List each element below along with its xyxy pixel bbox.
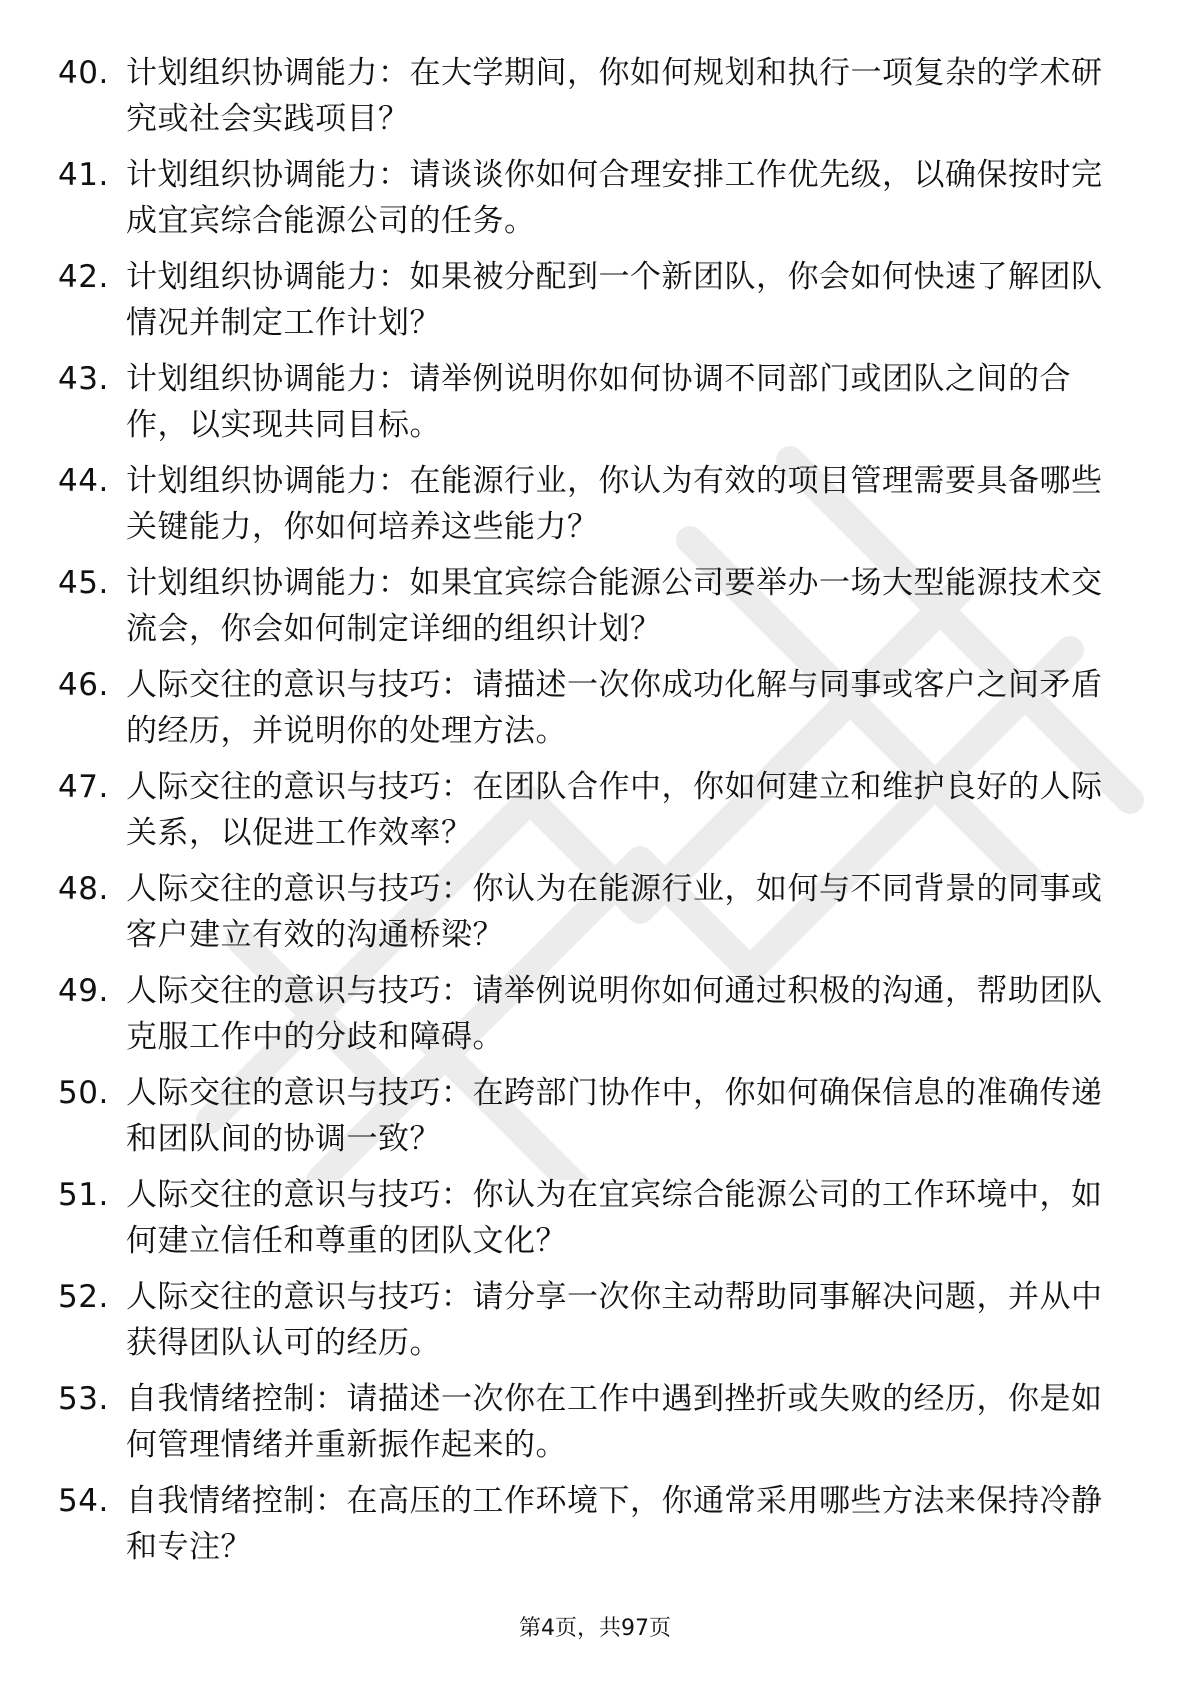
question-text: 计划组织协调能力：请谈谈你如何合理安排工作优先级，以确保按时完成宜宾综合能源公司的任务。 [126,157,1103,239]
question-number: 44. [58,463,109,499]
list-item [58,152,1130,244]
list-item [58,1376,1130,1468]
question-text: 人际交往的意识与技巧：在团队合作中，你如何建立和维护良好的人际关系，以促进工作效率？ [126,769,1103,851]
question-number: 52. [58,1279,109,1315]
question-text: 人际交往的意识与技巧：请分享一次你主动帮助同事解决问题，并从中获得团队认可的经历。 [126,1279,1103,1361]
list-item [58,968,1130,1060]
question-text: 计划组织协调能力：如果被分配到一个新团队，你会如何快速了解团队情况并制定工作计划？ [126,259,1103,341]
question-text: 自我情绪控制：请描述一次你在工作中遇到挫折或失败的经历，你是如何管理情绪并重新振作起来的。 [126,1381,1103,1463]
question-number: 53. [58,1381,109,1417]
question-number: 43. [58,361,109,397]
question-number: 50. [58,1075,109,1111]
question-text: 人际交往的意识与技巧：你认为在宜宾综合能源公司的工作环境中，如何建立信任和尊重的团队文化？ [126,1177,1103,1259]
list-item [58,1070,1130,1162]
question-number: 46. [58,667,109,703]
question-number: 42. [58,259,109,295]
list-item [58,1172,1130,1264]
list-item [58,1478,1130,1570]
list-item [58,866,1130,958]
question-number: 48. [58,871,109,907]
page-number-footer: 第4页，共97页 [519,1616,671,1641]
question-number: 51. [58,1177,109,1213]
question-text: 计划组织协调能力：请举例说明你如何协调不同部门或团队之间的合作，以实现共同目标。 [126,361,1071,443]
list-item [58,662,1130,754]
list-item [58,458,1130,550]
question-number: 40. [58,55,109,91]
question-number: 47. [58,769,109,805]
question-text: 人际交往的意识与技巧：在跨部门协作中，你如何确保信息的准确传递和团队间的协调一致？ [126,1075,1103,1157]
question-number: 49. [58,973,109,1009]
list-item [58,254,1130,346]
question-number: 45. [58,565,109,601]
question-list [58,50,1130,1580]
question-text: 自我情绪控制：在高压的工作环境下，你通常采用哪些方法来保持冷静和专注？ [126,1483,1103,1565]
list-item [58,1274,1130,1366]
list-item [58,356,1130,448]
question-text: 人际交往的意识与技巧：请举例说明你如何通过积极的沟通，帮助团队克服工作中的分歧和障碍。 [126,973,1103,1055]
list-item [58,50,1130,142]
list-item [58,560,1130,652]
question-text: 计划组织协调能力：如果宜宾综合能源公司要举办一场大型能源技术交流会，你会如何制定详细的组织计划？ [126,565,1103,647]
question-number: 54. [58,1483,109,1519]
question-number: 41. [58,157,109,193]
question-text: 计划组织协调能力：在能源行业，你认为有效的项目管理需要具备哪些关键能力，你如何培养这些能力？ [126,463,1103,545]
list-item [58,764,1130,856]
question-text: 人际交往的意识与技巧：请描述一次你成功化解与同事或客户之间矛盾的经历，并说明你的处理方法。 [126,667,1103,749]
question-text: 计划组织协调能力：在大学期间，你如何规划和执行一项复杂的学术研究或社会实践项目？ [126,55,1103,137]
question-text: 人际交往的意识与技巧：你认为在能源行业，如何与不同背景的同事或客户建立有效的沟通桥梁？ [126,871,1103,953]
